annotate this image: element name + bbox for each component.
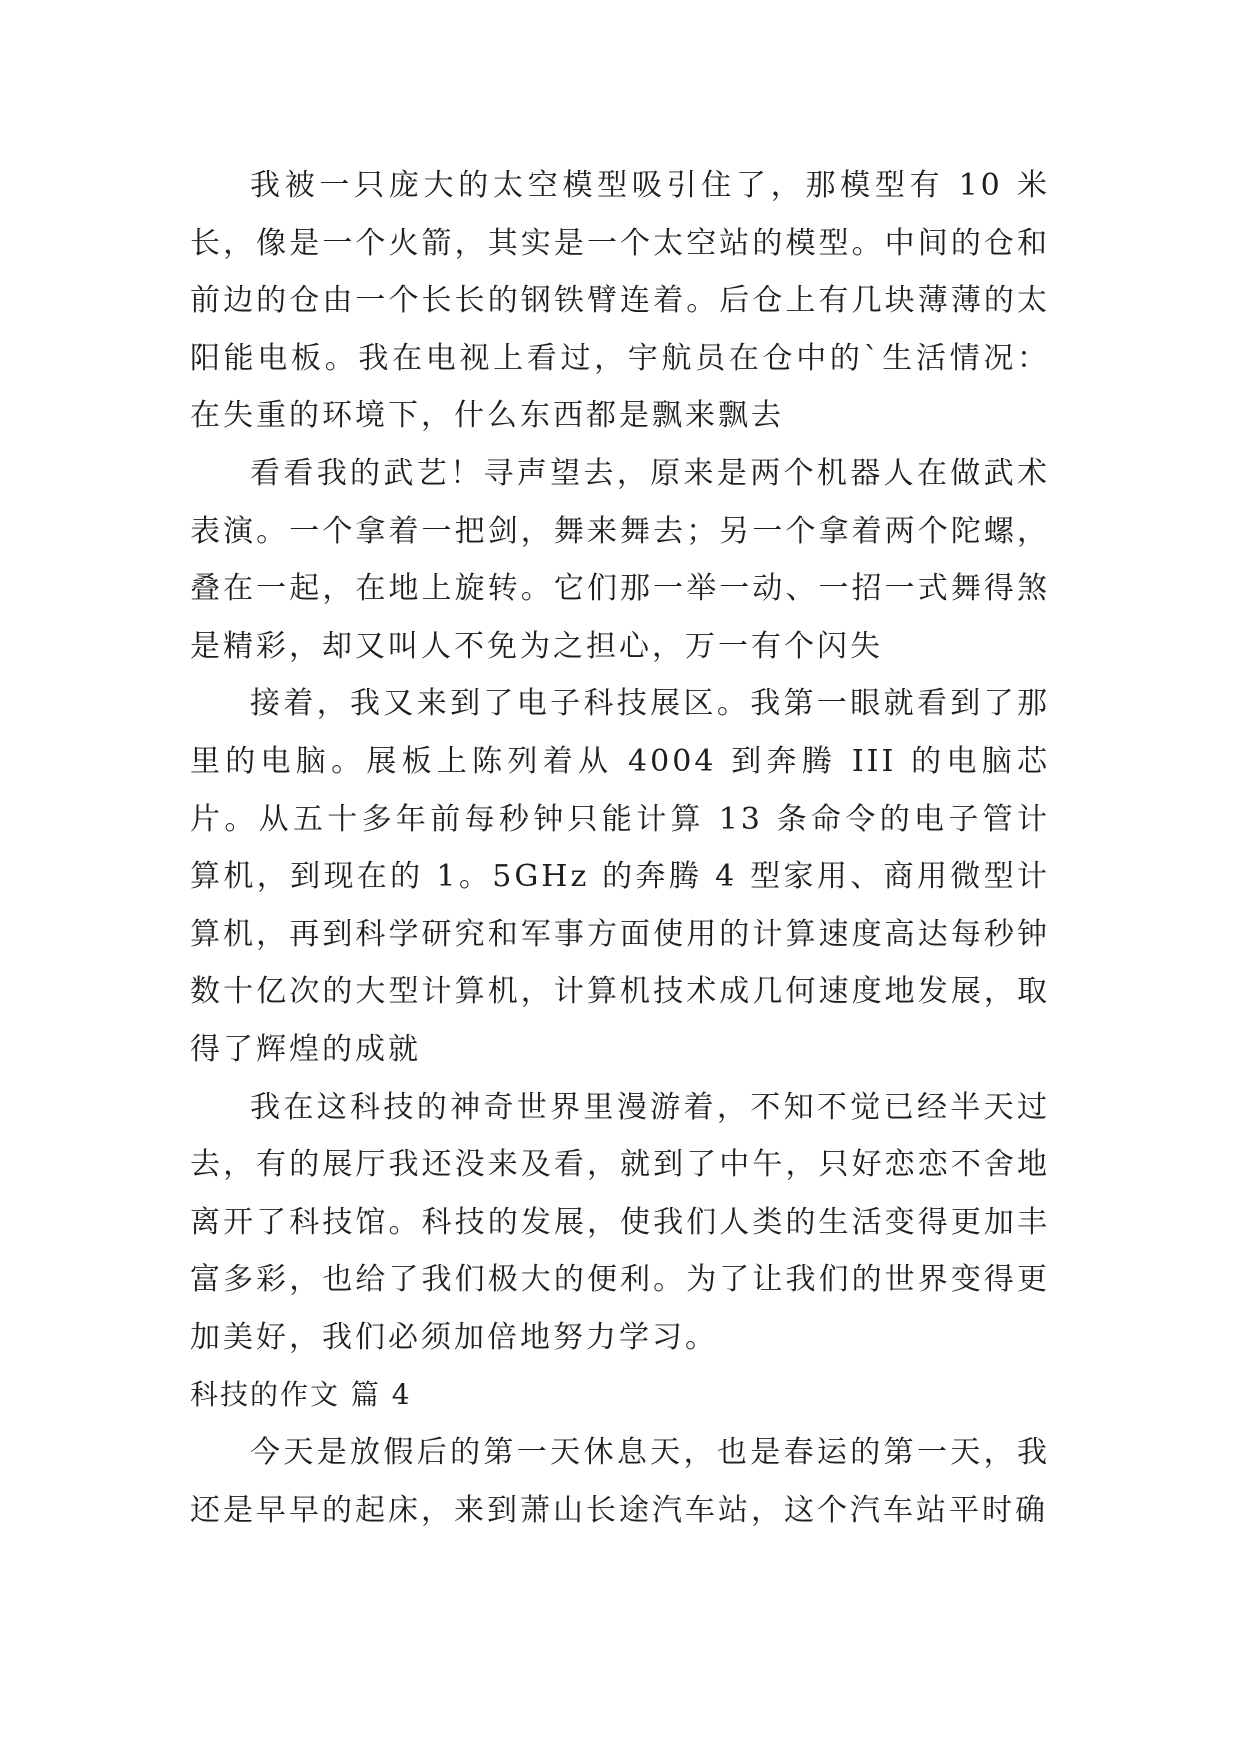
paragraph-space-station: 我被一只庞大的太空模型吸引住了，那模型有 10 米长，像是一个火箭，其实是一个太空站的模型。中间的仓和前边的仓由一个长长的钢铁臂连着。后仓上有几块薄薄的太阳能电板。我在电视上看过，宇航员在仓中的`生活情况：在失重的环境下，什么东西都是飘来飘去 xyxy=(190,168,1050,434)
paragraph-spring-festival: 今天是放假后的第一天休息天，也是春运的第一天，我还是早早的起床，来到萧山长途汽车站，这个汽车站平时确 xyxy=(190,1435,1050,1528)
paragraph-conclusion: 我在这科技的神奇世界里漫游着，不知不觉已经半天过去，有的展厅我还没来及看，就到了中午，只好恋恋不舍地离开了科技馆。科技的发展，使我们人类的生活变得更加丰富多彩，也给了我们极大的便利。为了让我们的世界变得更加美好，我们必须加倍地努力学习。 xyxy=(190,1089,1050,1355)
paragraph-robot-martial-arts: 看看我的武艺！寻声望去，原来是两个机器人在做武术表演。一个拿着一把剑，舞来舞去；另一个拿着两个陀螺，叠在一起，在地上旋转。它们那一举一动、一招一式舞得煞是精彩，却又叫人不免为之担心，万一有个闪失 xyxy=(190,455,1050,664)
document-body xyxy=(190,157,1050,1539)
paragraph-electronics-exhibit: 接着，我又来到了电子科技展区。我第一眼就看到了那里的电脑。展板上陈列着从 4004 到奔腾 III 的电脑芯片。从五十多年前每秒钟只能计算 13 条命令的电子管计算机，到现在的 1。5GHz 的奔腾 4 型家用、商用微型计算机，再到科学研究和军事方面使用的计算速度高达每秒钟数十亿次的大型计算机，计算机技术成几何速度地发展，取得了辉煌的成就 xyxy=(190,686,1050,1067)
section-heading: 科技的作文 篇 4 xyxy=(190,1378,412,1412)
